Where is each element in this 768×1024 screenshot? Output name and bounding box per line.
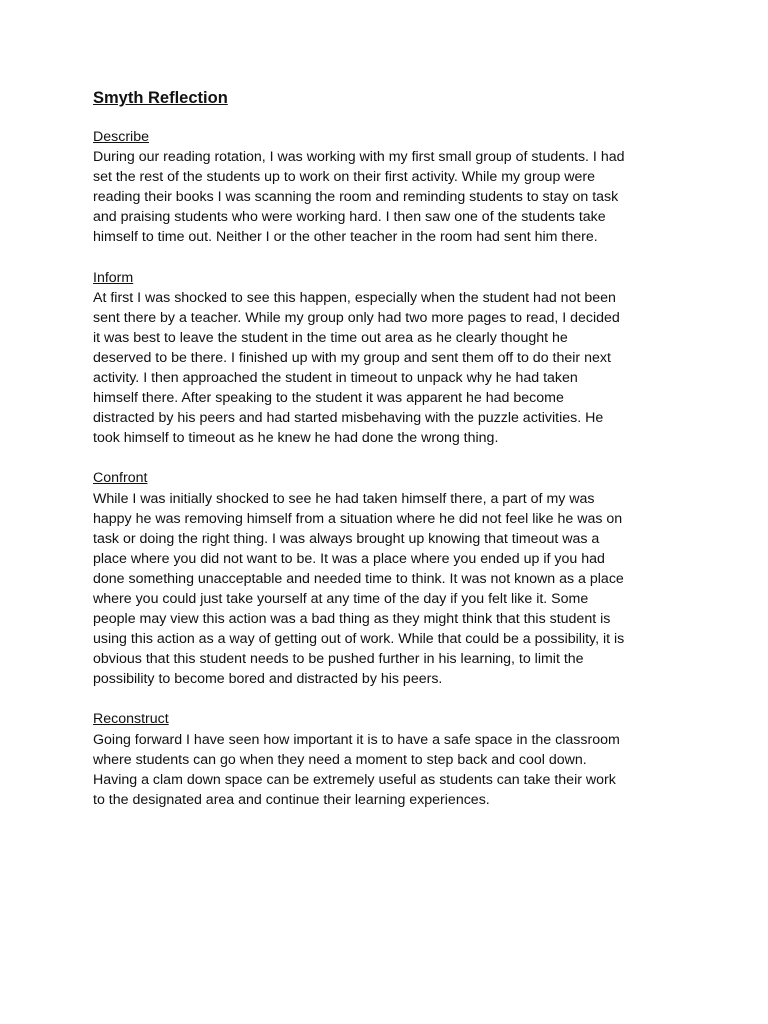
- paragraph-line: it was best to leave the student in the time out area as he clearly thought he: [93, 329, 568, 346]
- paragraph-line: possibility to become bored and distracted by his peers.: [93, 671, 443, 688]
- section-paragraph-inform: [93, 288, 683, 449]
- paragraph-line: obvious that this student needs to be pushed further in his learning, to limit the: [93, 651, 584, 668]
- paragraph-line: Going forward I have seen how important it is to have a safe space in the classroom: [93, 731, 620, 748]
- paragraph-line: deserved to be there. I finished up with my group and sent them off to do their next: [93, 349, 611, 366]
- paragraph-line: set the rest of the students up to work on their first activity. While my group were: [93, 169, 596, 186]
- paragraph-line: place where you did not want to be. It was a place where you ended up if you had: [93, 550, 605, 567]
- paragraph-line: done something unacceptable and needed time to think. It was not known as a place: [93, 570, 624, 587]
- section-heading-confront: Confront: [93, 470, 148, 487]
- section-confront: [93, 468, 683, 689]
- paragraph-line: During our reading rotation, I was working with my first small group of students. I had: [93, 149, 625, 166]
- section-paragraph-confront: [93, 489, 683, 690]
- paragraph-line: distracted by his peers and had started misbehaving with the puzzle activities. He: [93, 410, 604, 427]
- paragraph-line: reading their books I was scanning the room and reminding students to stay on task: [93, 189, 619, 206]
- paragraph-line: people may view this action was a bad thing as they might think that this student is: [93, 611, 611, 628]
- section-reconstruct: [93, 709, 683, 809]
- paragraph-line: activity. I then approached the student in timeout to unpack why he had taken: [93, 370, 578, 387]
- paragraph-line: himself there. After speaking to the student it was apparent he had become: [93, 390, 564, 407]
- section-heading-describe: Describe: [93, 129, 149, 145]
- section-paragraph-reconstruct: [93, 730, 683, 810]
- paragraph-line: took himself to timeout as he knew he had done the wrong thing.: [93, 430, 499, 447]
- paragraph-line: At first I was shocked to see this happen, especially when the student had not been: [93, 289, 616, 306]
- section-heading-reconstruct: Reconstruct: [93, 711, 169, 728]
- paragraph-line: sent there by a teacher. While my group only had two more pages to read, I decided: [93, 309, 620, 326]
- paragraph-line: using this action as a way of getting out of work. While that could be a possibility, it is: [93, 631, 625, 648]
- paragraph-line: Having a clam down space can be extremely useful as students can take their work: [93, 771, 616, 788]
- document-title: Smyth Reflection: [93, 89, 228, 107]
- paragraph-line: While I was initially shocked to see he had taken himself there, a part of my was: [93, 490, 595, 507]
- document-body: [93, 86, 683, 830]
- paragraph-line: where you could just take yourself at any time of the day if you felt like it. Some: [93, 590, 589, 607]
- section-inform: [93, 268, 683, 449]
- section-describe: [93, 127, 683, 248]
- section-heading-inform: Inform: [93, 269, 134, 286]
- section-paragraph-describe: [93, 147, 683, 247]
- paragraph-line: where students can go when they need a moment to step back and cool down.: [93, 751, 587, 768]
- paragraph-line: and praising students who were working hard. I then saw one of the students take: [93, 209, 606, 226]
- paragraph-line: task or doing the right thing. I was always brought up knowing that timeout was a: [93, 530, 600, 547]
- paragraph-line: to the designated area and continue their learning experiences.: [93, 791, 490, 808]
- paragraph-line: himself to time out. Neither I or the other teacher in the room had sent him there.: [93, 229, 598, 246]
- paragraph-line: happy he was removing himself from a situation where he did not feel like he was on: [93, 510, 623, 527]
